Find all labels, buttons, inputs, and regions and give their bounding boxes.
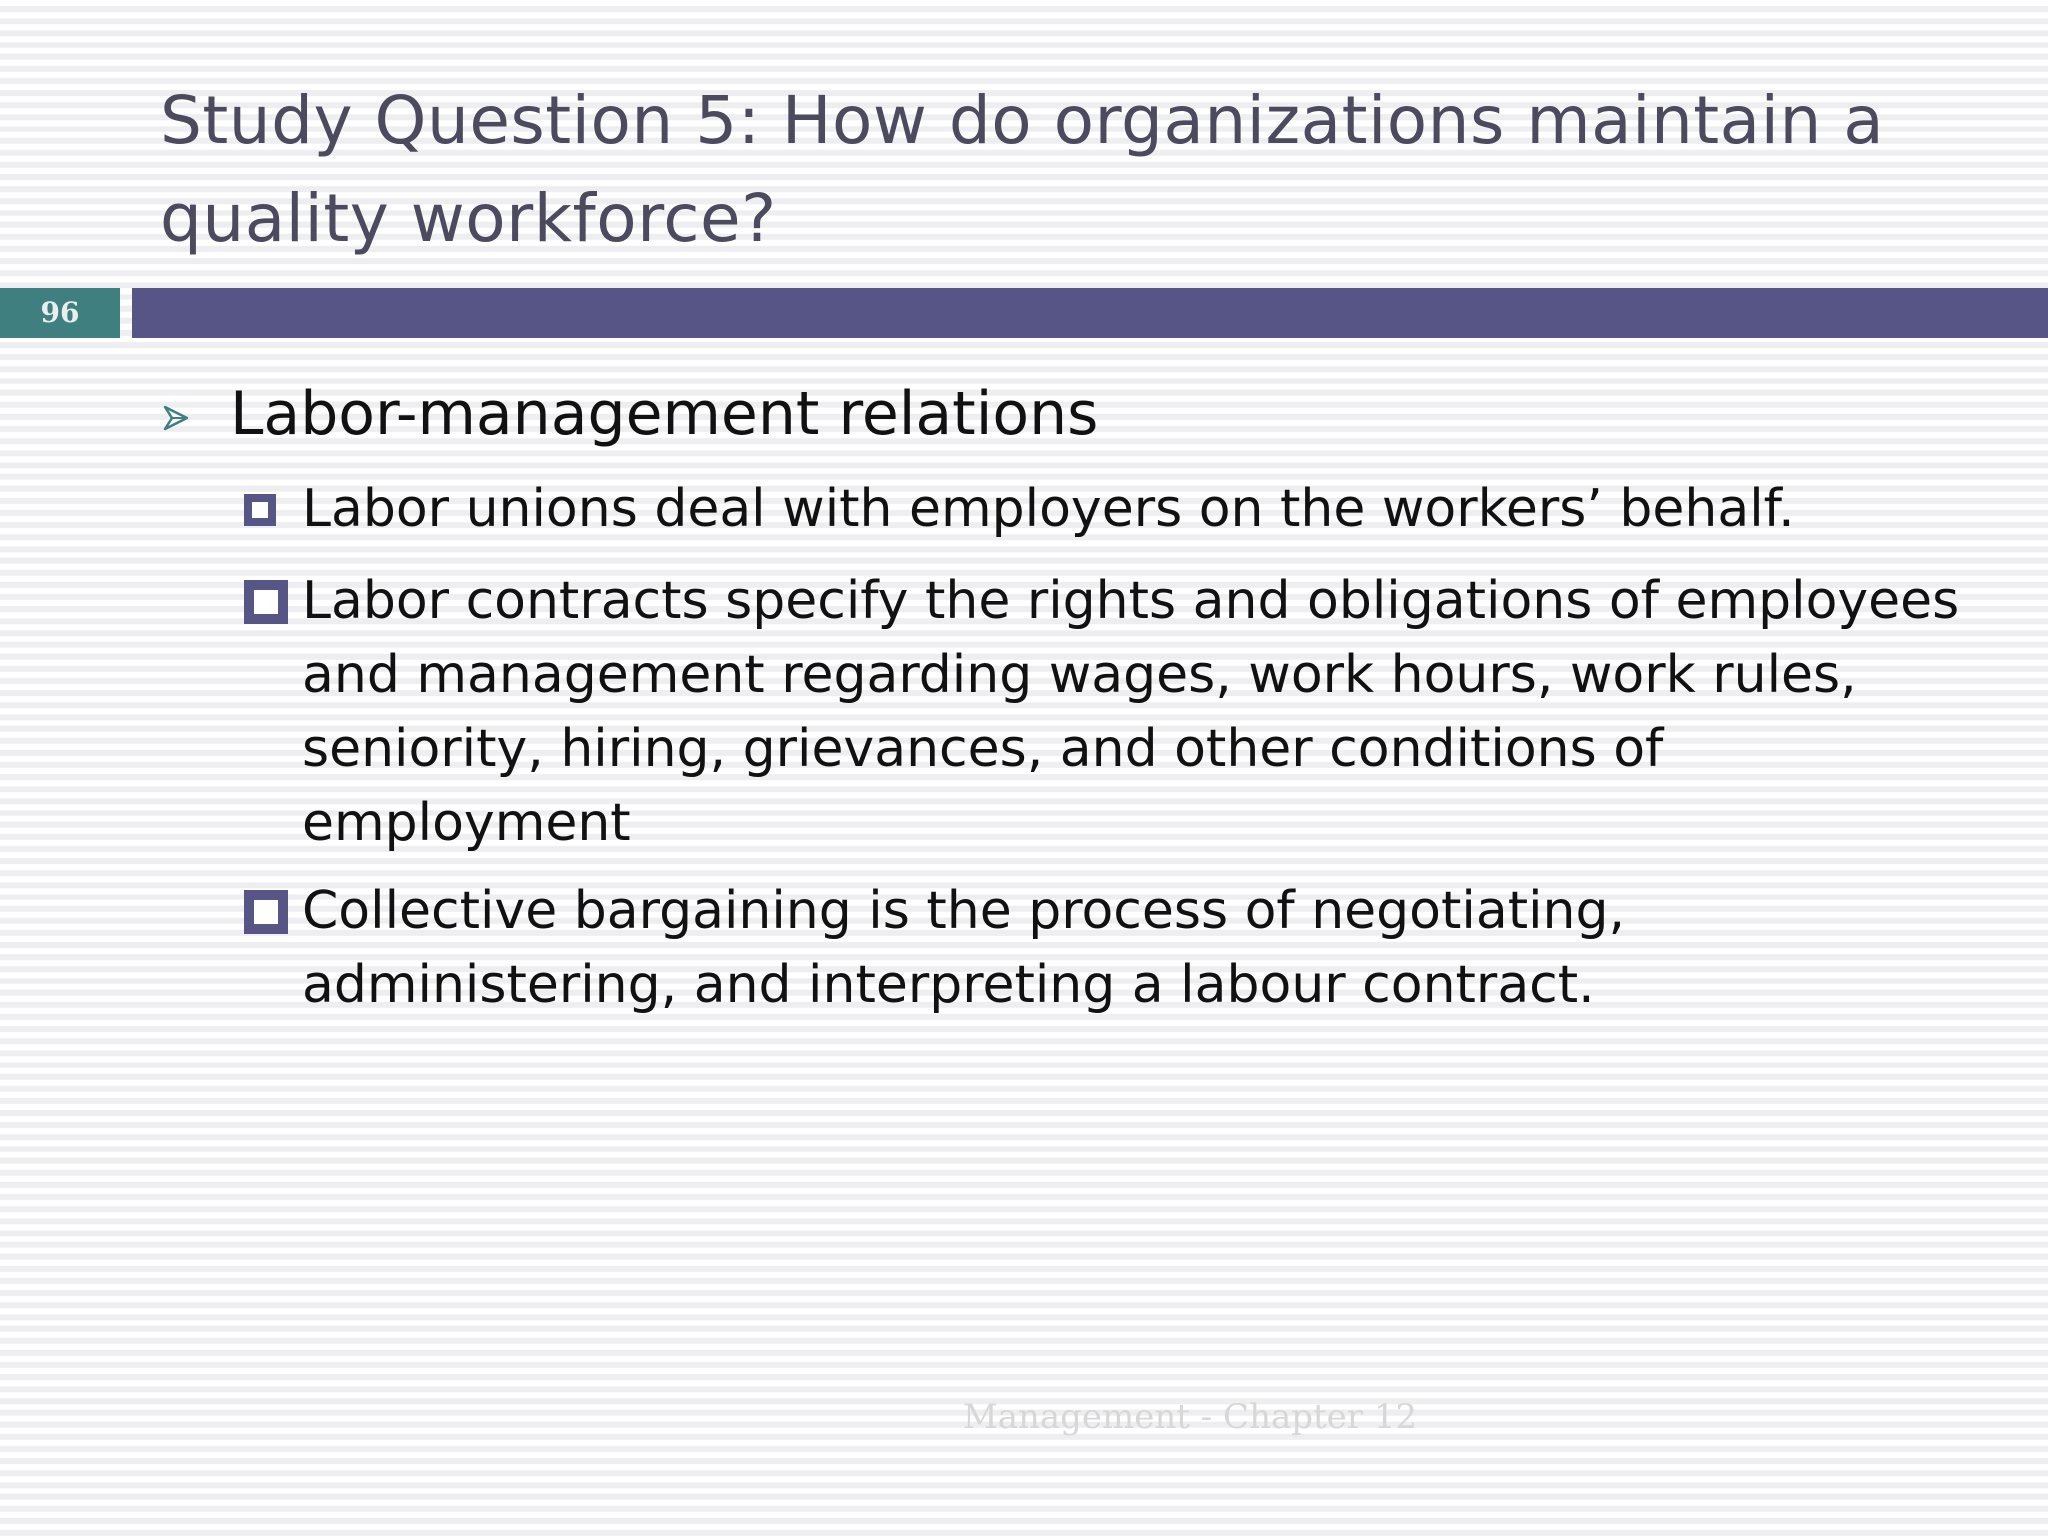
- arrow-bullet-icon: [162, 404, 190, 432]
- bullet-labor-management-relations: [160, 374, 1960, 454]
- sub-bullet-labor-unions: [244, 472, 1964, 546]
- bullet-heading-text: Labor-management relations: [230, 379, 1099, 449]
- slide-footer: Management - Chapter 12: [962, 1397, 1418, 1437]
- sub-bullet-text: Collective bargaining is the process of negotiating, administering, and interpreting a labour contract.: [302, 881, 1626, 1015]
- square-bullet-icon: [244, 494, 276, 526]
- slide-number: 96: [0, 288, 120, 338]
- slide-title: Study Question 5: How do organizations maintain a quality workforce?: [160, 82, 1885, 257]
- sub-bullet-collective-bargaining: [244, 874, 1964, 1022]
- square-bullet-icon: [244, 580, 288, 624]
- square-bullet-icon: [244, 890, 288, 934]
- title-divider-bar: [132, 288, 2048, 338]
- sub-bullet-labor-contracts: [244, 564, 1964, 860]
- sub-bullet-text: Labor unions deal with employers on the workers’ behalf.: [302, 479, 1795, 539]
- sub-bullet-text: Labor contracts specify the rights and obligations of employees and management regarding wages, work hours, work rules, seniority, hiring, grievances, and other conditions of employment: [302, 571, 1960, 853]
